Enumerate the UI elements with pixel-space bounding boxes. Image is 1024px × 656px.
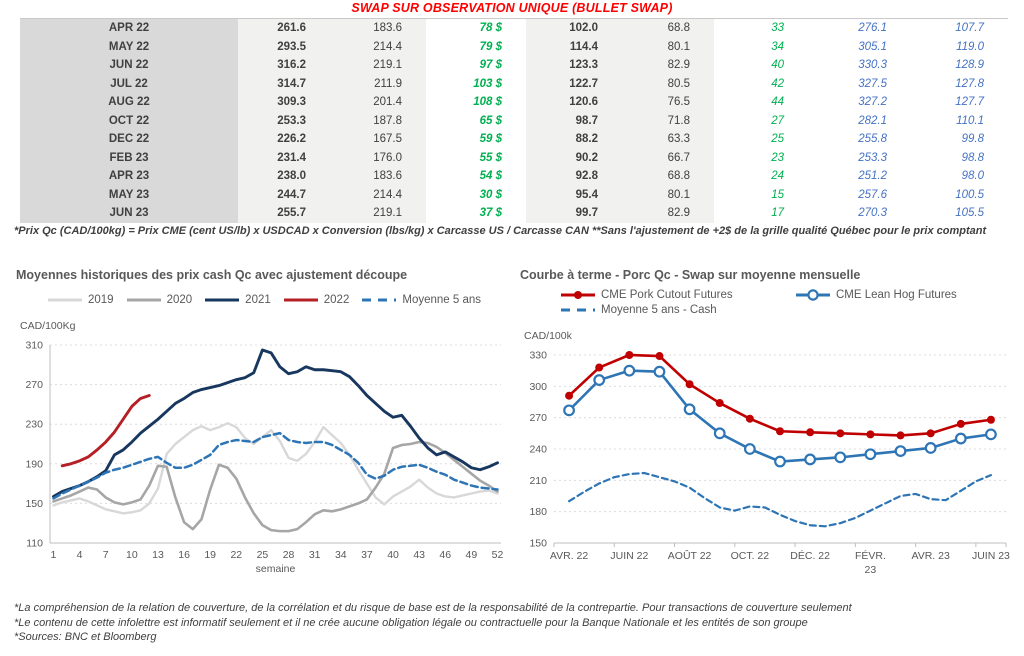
table-cell: 214.4 xyxy=(330,38,426,57)
legend-item xyxy=(560,289,795,301)
footer-line: *La compréhension de la relation de couverture, de la corrélation et du risque de base est de la responsabilité de la contrepartie. Pour transactions de couverture seulement xyxy=(14,602,852,614)
table-cell: 327.2 xyxy=(808,93,911,112)
svg-text:10: 10 xyxy=(125,549,138,561)
footer-line: *Sources: BNC et Bloomberg xyxy=(14,631,157,643)
table-cell: 238.0 xyxy=(238,167,330,186)
svg-text:AVR. 22: AVR. 22 xyxy=(549,550,589,562)
legend-item xyxy=(283,294,350,306)
legend-item xyxy=(204,294,271,306)
footer-line: *Le contenu de cette infolettre est informatif seulement et il ne crée aucune obligation légale ou contractuelle pour la Banque Nationale et les entités de son groupe xyxy=(14,616,808,629)
historical-prices-chart-block xyxy=(14,268,514,590)
table-cell: 214.4 xyxy=(330,186,426,205)
table-cell: 78 $ xyxy=(426,19,526,38)
svg-text:40: 40 xyxy=(387,549,399,561)
svg-text:JUIN 22: JUIN 22 xyxy=(610,550,649,562)
table-cell: 68.8 xyxy=(622,167,714,186)
table-cell: 244.7 xyxy=(238,186,330,205)
table-cell: 114.4 xyxy=(526,38,622,57)
table-cell-month: AUG 22 xyxy=(20,93,238,112)
svg-text:DÉC. 22: DÉC. 22 xyxy=(790,550,830,562)
page-footer xyxy=(14,601,1018,645)
legend-label: Moyenne 5 ans xyxy=(402,294,481,306)
table-cell: 327.5 xyxy=(808,75,911,94)
table-cell: 257.6 xyxy=(808,186,911,205)
table-cell: 63.3 xyxy=(622,130,714,149)
legend-swatch xyxy=(560,304,596,316)
table-cell-month: APR 23 xyxy=(20,167,238,186)
table-cell: 226.2 xyxy=(238,130,330,149)
table-cell: 42 xyxy=(714,75,808,94)
table-cell: 176.0 xyxy=(330,149,426,168)
table-cell: 100.5 xyxy=(911,186,1008,205)
table-footnote: *Prix Qc (CAD/100kg) = Prix CME (cent US/lb) x USDCAD x Conversion (lbs/kg) x Carcasse US / Carcasse CAN **Sans l'ajustement de +2$ de la grille qualité Québec pour le prix comptant xyxy=(14,225,987,237)
svg-text:300: 300 xyxy=(529,380,547,393)
svg-text:46: 46 xyxy=(439,549,452,561)
table-cell: 119.0 xyxy=(911,38,1008,57)
table-cell: 44 xyxy=(714,93,808,112)
legend-swatch xyxy=(47,294,83,306)
table-cell: 211.9 xyxy=(330,75,426,94)
table-cell: 123.3 xyxy=(526,56,622,75)
legend-label: 2021 xyxy=(245,294,271,306)
table-cell: 105.5 xyxy=(911,204,1008,223)
forward-chart-legend xyxy=(560,289,1018,329)
svg-text:190: 190 xyxy=(25,458,43,471)
table-cell: 66.7 xyxy=(622,149,714,168)
table-cell: 27 xyxy=(714,112,808,131)
table-cell: 65 $ xyxy=(426,112,526,131)
table-cell: 40 xyxy=(714,56,808,75)
table-cell: 99.7 xyxy=(526,204,622,223)
forward-curve-chart xyxy=(518,329,1018,585)
table-cell: 316.2 xyxy=(238,56,330,75)
table-cell-month: APR 22 xyxy=(20,19,238,38)
svg-text:150: 150 xyxy=(529,537,547,550)
table-cell: 107.7 xyxy=(911,19,1008,38)
table-cell-month: JUL 22 xyxy=(20,75,238,94)
forward-chart-title: Courbe à terme - Porc Qc - Swap sur moyenne mensuelle xyxy=(520,268,861,282)
table-cell: 103 $ xyxy=(426,75,526,94)
table-cell: 282.1 xyxy=(808,112,911,131)
table-cell: 24 xyxy=(714,167,808,186)
table-cell: 80.5 xyxy=(622,75,714,94)
table-cell: 88.2 xyxy=(526,130,622,149)
svg-text:7: 7 xyxy=(102,549,109,561)
table-cell: 253.3 xyxy=(238,112,330,131)
svg-text:110: 110 xyxy=(26,537,43,550)
table-cell: 98.0 xyxy=(911,167,1008,186)
table-cell: 293.5 xyxy=(238,38,330,57)
table-cell: 255.8 xyxy=(808,130,911,149)
table-cell: 30 $ xyxy=(426,186,526,205)
legend-swatch xyxy=(795,289,831,301)
table-cell: 120.6 xyxy=(526,93,622,112)
svg-text:CAD/100Kg: CAD/100Kg xyxy=(20,320,76,332)
table-cell: 231.4 xyxy=(238,149,330,168)
legend-swatch xyxy=(283,294,319,306)
table-cell: 76.5 xyxy=(622,93,714,112)
table-cell: 79 $ xyxy=(426,38,526,57)
charts-section xyxy=(14,268,1018,590)
legend-item xyxy=(126,294,193,306)
table-cell: 251.2 xyxy=(808,167,911,186)
svg-text:330: 330 xyxy=(529,349,547,362)
table-cell: 80.1 xyxy=(622,186,714,205)
svg-text:28: 28 xyxy=(282,549,295,561)
table-cell: 33 xyxy=(714,19,808,38)
table-cell: 110.1 xyxy=(911,112,1008,131)
table-cell: 71.8 xyxy=(622,112,714,131)
table-cell-month: OCT 22 xyxy=(20,112,238,131)
table-cell: 92.8 xyxy=(526,167,622,186)
report-title: SWAP SUR OBSERVATION UNIQUE (BULLET SWAP) xyxy=(351,1,673,15)
table-cell: 167.5 xyxy=(330,130,426,149)
legend-label: CME Pork Cutout Futures xyxy=(601,289,733,301)
table-cell: 276.1 xyxy=(808,19,911,38)
svg-text:240: 240 xyxy=(529,443,547,456)
svg-text:270: 270 xyxy=(529,412,547,425)
legend-item xyxy=(560,304,795,316)
table-cell: 82.9 xyxy=(622,204,714,223)
table-cell-month: MAY 23 xyxy=(20,186,238,205)
table-cell: 314.7 xyxy=(238,75,330,94)
table-cell: 201.4 xyxy=(330,93,426,112)
table-cell: 127.8 xyxy=(911,75,1008,94)
svg-text:semaine: semaine xyxy=(255,563,296,575)
table-cell: 187.8 xyxy=(330,112,426,131)
svg-text:AOÛT 22: AOÛT 22 xyxy=(667,550,712,562)
legend-swatch xyxy=(204,294,240,306)
svg-text:52: 52 xyxy=(491,549,504,561)
table-cell: 270.3 xyxy=(808,204,911,223)
table-cell-month: JUN 23 xyxy=(20,204,238,223)
table-cell: 34 xyxy=(714,38,808,57)
table-cell: 68.8 xyxy=(622,19,714,38)
svg-text:310: 310 xyxy=(25,339,43,352)
svg-text:230: 230 xyxy=(25,418,43,431)
legend-item xyxy=(361,294,481,306)
table-cell: 183.6 xyxy=(330,19,426,38)
svg-text:1: 1 xyxy=(50,549,57,561)
table-cell: 330.3 xyxy=(808,56,911,75)
table-cell: 219.1 xyxy=(330,204,426,223)
table-cell: 25 xyxy=(714,130,808,149)
table-cell: 183.6 xyxy=(330,167,426,186)
table-cell: 99.8 xyxy=(911,130,1008,149)
table-cell-month: DEC 22 xyxy=(20,130,238,149)
legend-item xyxy=(795,289,1018,301)
svg-text:34: 34 xyxy=(334,549,347,561)
historical-prices-chart xyxy=(14,311,511,583)
legend-swatch xyxy=(126,294,162,306)
historical-chart-legend xyxy=(14,289,514,311)
table-cell: 17 xyxy=(714,204,808,223)
table-cell: 255.7 xyxy=(238,204,330,223)
table-cell: 80.1 xyxy=(622,38,714,57)
table-cell: 54 $ xyxy=(426,167,526,186)
svg-text:210: 210 xyxy=(529,474,547,487)
swap-table xyxy=(20,18,1008,223)
svg-text:19: 19 xyxy=(204,549,217,561)
table-cell: 82.9 xyxy=(622,56,714,75)
svg-text:OCT. 22: OCT. 22 xyxy=(730,550,770,562)
table-cell: 128.9 xyxy=(911,56,1008,75)
table-cell: 261.6 xyxy=(238,19,330,38)
svg-text:CAD/100k: CAD/100k xyxy=(524,330,572,342)
table-cell: 309.3 xyxy=(238,93,330,112)
svg-text:4: 4 xyxy=(76,549,83,561)
svg-text:AVR. 23: AVR. 23 xyxy=(911,550,950,562)
svg-text:180: 180 xyxy=(529,506,547,519)
table-cell: 305.1 xyxy=(808,38,911,57)
table-cell: 98.7 xyxy=(526,112,622,131)
table-cell: 127.7 xyxy=(911,93,1008,112)
legend-label: 2020 xyxy=(166,294,193,306)
table-cell: 108 $ xyxy=(426,93,526,112)
forward-curve-chart-block xyxy=(518,268,1018,590)
table-cell: 219.1 xyxy=(330,56,426,75)
svg-text:22: 22 xyxy=(230,549,243,561)
legend-swatch xyxy=(361,294,397,306)
legend-item xyxy=(47,294,114,306)
table-cell: 102.0 xyxy=(526,19,622,38)
legend-label: Moyenne 5 ans - Cash xyxy=(601,304,717,316)
table-cell: 55 $ xyxy=(426,149,526,168)
historical-chart-title: Moyennes historiques des prix cash Qc avec ajustement découpe xyxy=(16,268,408,282)
table-cell: 253.3 xyxy=(808,149,911,168)
legend-label: 2022 xyxy=(323,294,350,306)
legend-swatch xyxy=(560,289,596,301)
table-cell: 15 xyxy=(714,186,808,205)
svg-text:43: 43 xyxy=(413,549,426,561)
svg-text:270: 270 xyxy=(25,379,43,392)
table-cell: 90.2 xyxy=(526,149,622,168)
svg-text:31: 31 xyxy=(308,549,321,561)
svg-text:13: 13 xyxy=(152,549,164,561)
table-cell: 122.7 xyxy=(526,75,622,94)
svg-text:23: 23 xyxy=(864,564,877,576)
table-cell: 37 $ xyxy=(426,204,526,223)
svg-text:16: 16 xyxy=(178,549,190,561)
svg-text:JUIN 23: JUIN 23 xyxy=(971,550,1010,562)
svg-text:49: 49 xyxy=(465,549,478,561)
svg-text:37: 37 xyxy=(361,549,373,561)
table-cell-month: JUN 22 xyxy=(20,56,238,75)
table-cell: 23 xyxy=(714,149,808,168)
table-cell: 59 $ xyxy=(426,130,526,149)
table-cell: 98.8 xyxy=(911,149,1008,168)
legend-label: 2019 xyxy=(87,294,114,306)
svg-text:150: 150 xyxy=(25,497,43,510)
svg-text:25: 25 xyxy=(256,549,269,561)
table-cell-month: MAY 22 xyxy=(20,38,238,57)
table-cell: 95.4 xyxy=(526,186,622,205)
svg-text:FÉVR.: FÉVR. xyxy=(854,550,886,562)
table-cell: 97 $ xyxy=(426,56,526,75)
table-cell-month: FEB 23 xyxy=(20,149,238,168)
legend-label: CME Lean Hog Futures xyxy=(836,289,957,301)
